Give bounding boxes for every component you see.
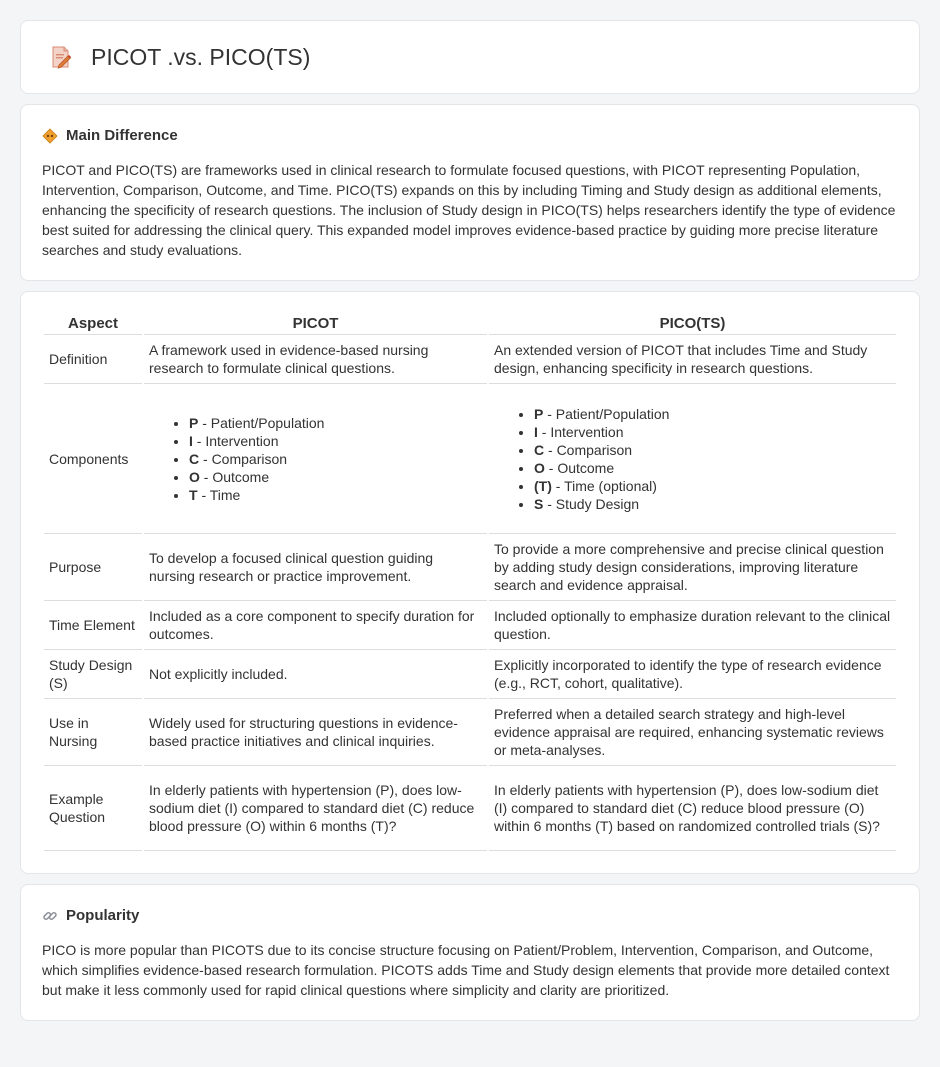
list-item: • P - Patient/Population [189,414,482,432]
list-item: • O - Outcome [189,468,482,486]
list-item: • (T) - Time (optional) [534,477,891,495]
page-title: PICOT .vs. PICO(TS) [91,43,311,70]
table-row [44,534,896,601]
document-pencil-icon [49,45,73,69]
list-item: • C - Comparison [189,450,482,468]
row-aspect: Use in Nursing [44,699,142,766]
picot-components-list [149,414,482,504]
popularity-section [20,884,920,1021]
row-aspect: Example Question [44,766,142,851]
row-aspect: Components [44,384,142,534]
diamond-icon [42,128,58,144]
row-picots: In elderly patients with hypertension (P), does low-sodium diet (I) compared to standard diet (C) reduce blood pressure (O) within 6 months (T) based on randomized controlled trials (S)? [489,766,896,851]
picots-components-list [494,405,891,513]
comparison-table-section [20,291,920,874]
list-item: • T - Time [189,486,482,504]
table-row [44,601,896,650]
row-picot: Not explicitly included. [144,650,487,699]
row-picots: Preferred when a detailed search strategy and high-level evidence appraisal are required, enhancing systematic reviews or meta-analyses. [489,699,896,766]
link-icon [42,908,58,924]
row-picot-components [144,384,487,534]
list-item: • I - Intervention [189,432,482,450]
row-picots: To provide a more comprehensive and precise clinical question by adding study design considerations, improving literature search and evidence appraisal. [489,534,896,601]
table-row [44,766,896,851]
header-picots: PICO(TS) [489,312,896,335]
comparison-table [42,312,898,851]
list-item: • P - Patient/Population [534,405,891,423]
list-item: • I - Intervention [534,423,891,441]
row-picot: To develop a focused clinical question guiding nursing research or practice improvement. [144,534,487,601]
header-picot: PICOT [144,312,487,335]
table-row [44,335,896,384]
table-row [44,384,896,534]
main-difference-section [20,104,920,281]
popularity-title: Popularity [66,907,140,924]
main-difference-text: PICOT and PICO(TS) are frameworks used in clinical research to formulate focused questions, with PICOT representing Population, Intervention, Comparison, Outcome, and Time. PICO(TS) expands on this by including Timing and Study design as additional elements, enhancing the specificity of research questions. The inclusion of Study design in PICO(TS) helps researchers identify the type of evidence best suited for addressing the clinical query. This expanded model improves evidence-based practice by guiding more precise literature searches and study evaluations. [42,162,896,258]
row-picots: An extended version of PICOT that includes Time and Study design, enhancing specificity in research questions. [489,335,896,384]
row-picot: Widely used for structuring questions in evidence-based practice initiatives and clinical inquiries. [144,699,487,766]
popularity-text: PICO is more popular than PICOTS due to its concise structure focusing on Patient/Problem, Intervention, Comparison, and Outcome, which simplifies evidence-based research formulation. PICOTS adds Time and Study design elements that provide more detailed context but make it less commonly used for rapid clinical questions where simplicity and clarity are prioritized. [42,942,890,998]
row-picot: Included as a core component to specify duration for outcomes. [144,601,487,650]
table-header-row [44,312,896,335]
row-aspect: Time Element [44,601,142,650]
page-header [20,20,920,94]
row-aspect: Purpose [44,534,142,601]
row-picot: A framework used in evidence-based nursing research to formulate clinical questions. [144,335,487,384]
row-aspect: Definition [44,335,142,384]
list-item: • C - Comparison [534,441,891,459]
row-picots-components [489,384,896,534]
row-picots: Explicitly incorporated to identify the type of research evidence (e.g., RCT, cohort, qualitative). [489,650,896,699]
main-difference-title: Main Difference [66,127,178,144]
table-row [44,699,896,766]
row-aspect: Study Design (S) [44,650,142,699]
main-difference-heading [42,127,898,144]
row-picots: Included optionally to emphasize duration relevant to the clinical question. [489,601,896,650]
header-aspect: Aspect [44,312,142,335]
row-picot: In elderly patients with hypertension (P), does low-sodium diet (I) compared to standard diet (C) reduce blood pressure (O) within 6 months (T)? [144,766,487,851]
popularity-heading [42,907,898,924]
table-row [44,650,896,699]
list-item: • O - Outcome [534,459,891,477]
list-item: • S - Study Design [534,495,891,513]
